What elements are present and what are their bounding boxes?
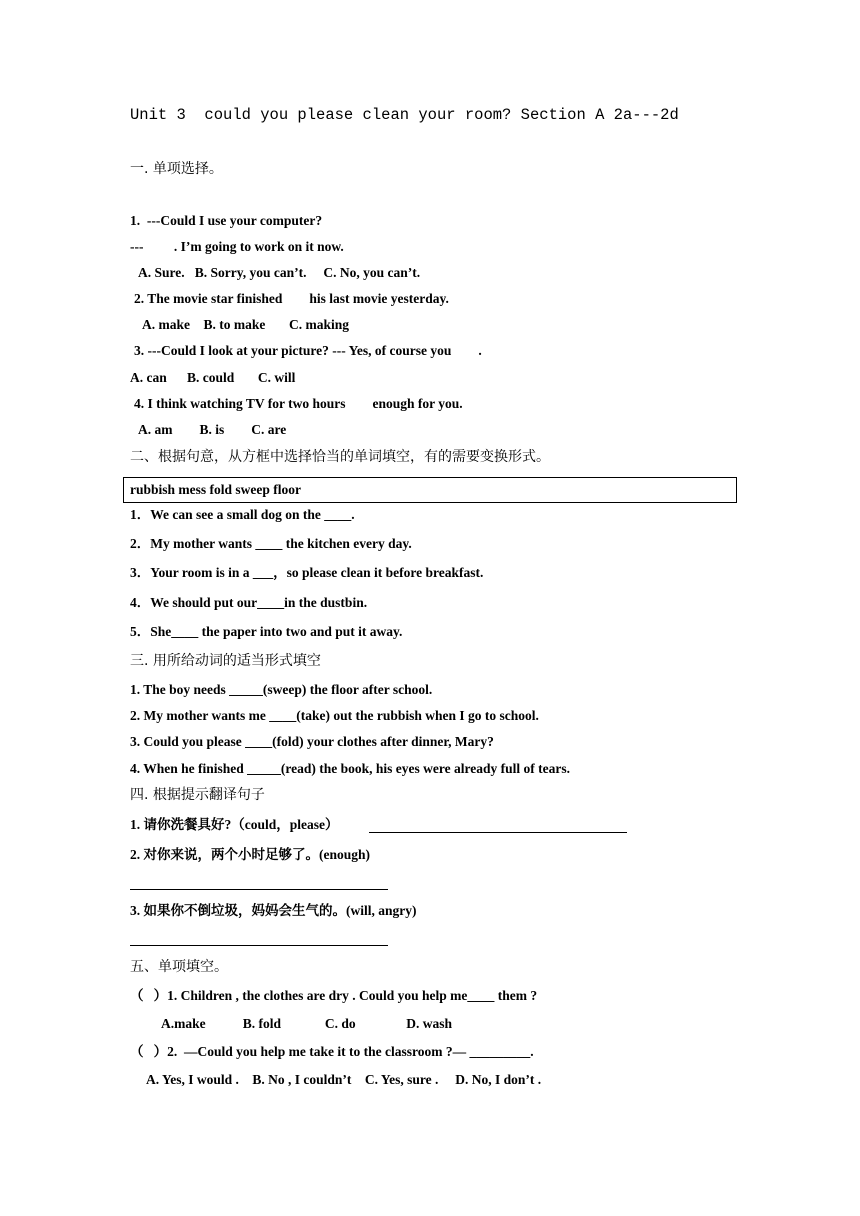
verb-line: 2. My mother wants me ____(take) out the rubbish when I go to school.: [130, 708, 539, 723]
question-line: 1. ---Could I use your computer?: [130, 213, 323, 228]
question-line: 2. The movie star finished his last movie yesterday.: [134, 291, 449, 306]
section-5-heading: 五、单项填空。: [130, 959, 228, 975]
fill-line: 4．We should put our____in the dustbin.: [130, 595, 368, 610]
options-line: A. Sure. B. Sorry, you can’t. C. No, you can’t.: [138, 265, 421, 280]
verb-line: 1. The boy needs _____(sweep) the floor after school.: [130, 682, 433, 697]
question-line: --- . I’m going to work on it now.: [130, 239, 344, 254]
answer-rule: [130, 945, 388, 946]
choice-line: （ ）2. —Could you help me take it to the classroom ?— _________.: [130, 1044, 534, 1059]
verb-line: 3. Could you please ____(fold) your clothes after dinner, Mary?: [130, 734, 494, 749]
section-4-heading: 四. 根据提示翻译句子: [130, 787, 265, 803]
question-line: 3. ---Could I look at your picture? --- Yes, of course you .: [134, 343, 482, 358]
fill-line: 1．We can see a small dog on the ____.: [130, 507, 355, 522]
fill-line: 5．She____ the paper into two and put it away.: [130, 624, 403, 639]
options-line: A. am B. is C. are: [138, 422, 287, 437]
options-line: A. can B. could C. will: [130, 370, 296, 385]
answer-rule: [369, 832, 627, 833]
word-box-text: rubbish mess fold sweep floor: [130, 482, 302, 497]
question-line: 4. I think watching TV for two hours enough for you.: [134, 396, 463, 411]
options-line: A.make B. fold C. do D. wash: [161, 1016, 453, 1031]
options-line: A. Yes, I would . B. No , I couldn’t C. Yes, sure . D. No, I don’t .: [146, 1072, 542, 1087]
fill-line: 3．Your room is in a ___，so please clean it before breakfast.: [130, 565, 484, 580]
translate-line: 2. 对你来说，两个小时足够了。(enough): [130, 847, 371, 862]
choice-line: （ ）1. Children , the clothes are dry . Could you help me____ them ?: [130, 988, 538, 1003]
word-box: [123, 477, 737, 503]
fill-line: 2．My mother wants ____ the kitchen every day.: [130, 536, 412, 551]
translate-line: 1. 请你洗餐具好?（could，please）: [130, 817, 339, 832]
verb-line: 4. When he finished _____(read) the book, his eyes were already full of tears.: [130, 761, 570, 776]
answer-rule: [130, 889, 388, 890]
options-line: A. make B. to make C. making: [142, 317, 350, 332]
section-2-heading: 二、根据句意，从方框中选择恰当的单词填空，有的需要变换形式。: [130, 449, 550, 465]
worksheet-title: Unit 3 could you please clean your room? Section A 2a---2d: [130, 106, 679, 124]
section-3-heading: 三. 用所给动词的适当形式填空: [130, 653, 321, 669]
translate-line: 3. 如果你不倒垃圾，妈妈会生气的。(will, angry): [130, 903, 417, 918]
section-1-heading: 一. 单项选择。: [130, 161, 223, 177]
